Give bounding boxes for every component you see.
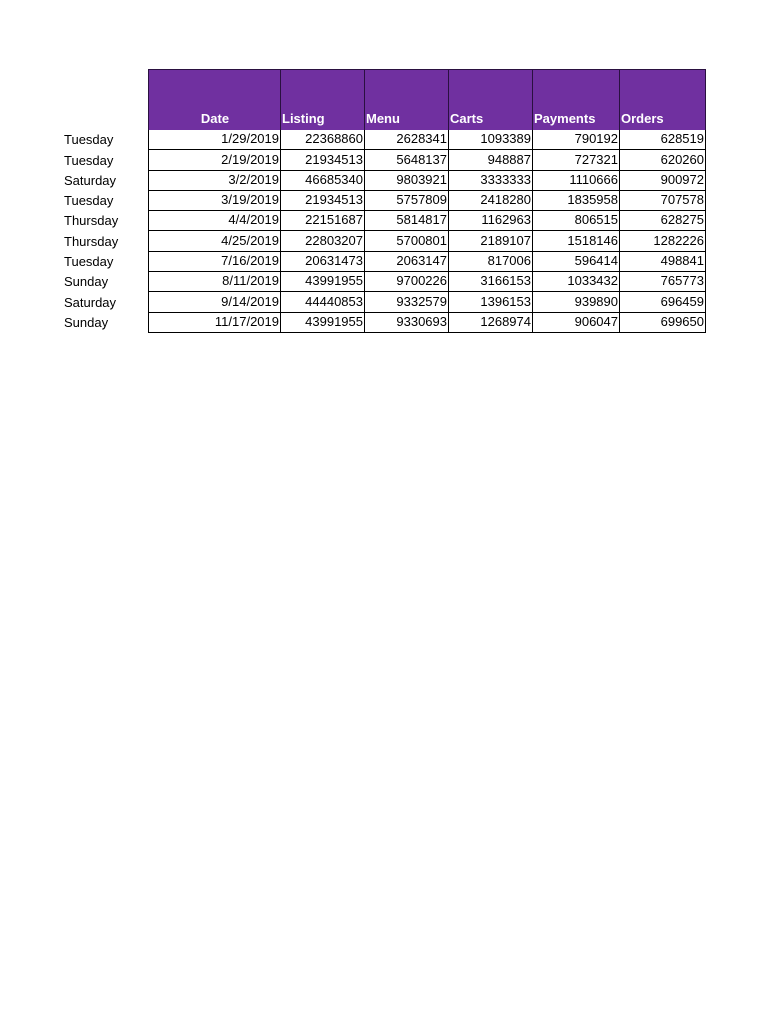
listing-cell: 20631473: [281, 252, 365, 272]
day-cell: Tuesday: [64, 152, 114, 168]
listing-cell: 43991955: [281, 272, 365, 292]
day-cell: Sunday: [64, 274, 109, 290]
carts-cell: 2189107: [449, 231, 533, 251]
listing-cell: 46685340: [281, 171, 365, 191]
orders-cell: 765773: [620, 272, 706, 292]
carts-cell: 1268974: [449, 313, 533, 333]
carts-cell: 2418280: [449, 191, 533, 211]
orders-cell: 707578: [620, 191, 706, 211]
day-cell: Saturday: [64, 172, 117, 188]
payments-cell: 596414: [533, 252, 620, 272]
carts-cell: 1093389: [449, 130, 533, 150]
orders-cell: 699650: [620, 313, 706, 333]
listing-cell: 21934513: [281, 191, 365, 211]
payments-cell: 790192: [533, 130, 620, 150]
table-row: [60, 211, 706, 231]
day-cell: Thursday: [64, 213, 119, 229]
menu-cell: 5648137: [365, 150, 449, 170]
day-cell: Thursday: [64, 233, 119, 249]
date-cell: 4/4/2019: [148, 211, 281, 231]
day-cell: Tuesday: [64, 254, 114, 270]
orders-cell: 498841: [620, 252, 706, 272]
payments-cell: 727321: [533, 150, 620, 170]
header-payments: Payments: [533, 69, 620, 130]
listing-cell: 21934513: [281, 150, 365, 170]
header-orders: Orders: [620, 69, 706, 130]
orders-cell: 628519: [620, 130, 706, 150]
carts-cell: 3166153: [449, 272, 533, 292]
menu-cell: 5757809: [365, 191, 449, 211]
menu-cell: 5814817: [365, 211, 449, 231]
date-cell: 11/17/2019: [148, 313, 281, 333]
payments-cell: 1518146: [533, 231, 620, 251]
date-cell: 2/19/2019: [148, 150, 281, 170]
table-row: [60, 313, 706, 333]
table-header-row: [60, 69, 706, 130]
menu-cell: 2063147: [365, 252, 449, 272]
menu-cell: 2628341: [365, 130, 449, 150]
menu-cell: 9332579: [365, 292, 449, 312]
day-cell: Tuesday: [64, 193, 114, 209]
table-row: [60, 272, 706, 292]
header-carts: Carts: [449, 69, 533, 130]
listing-cell: 43991955: [281, 313, 365, 333]
payments-cell: 1835958: [533, 191, 620, 211]
date-cell: 4/25/2019: [148, 231, 281, 251]
date-cell: 9/14/2019: [148, 292, 281, 312]
menu-cell: 9330693: [365, 313, 449, 333]
menu-cell: 5700801: [365, 231, 449, 251]
header-menu: Menu: [365, 69, 449, 130]
table-body: [60, 130, 706, 333]
date-cell: 3/2/2019: [148, 171, 281, 191]
orders-cell: 628275: [620, 211, 706, 231]
date-cell: 1/29/2019: [148, 130, 281, 150]
header-date: Date: [148, 69, 281, 130]
menu-cell: 9700226: [365, 272, 449, 292]
payments-cell: 1110666: [533, 171, 620, 191]
payments-cell: 806515: [533, 211, 620, 231]
payments-cell: 939890: [533, 292, 620, 312]
orders-cell: 1282226: [620, 231, 706, 251]
carts-cell: 3333333: [449, 171, 533, 191]
orders-cell: 696459: [620, 292, 706, 312]
carts-cell: 1162963: [449, 211, 533, 231]
header-listing: Listing: [281, 69, 365, 130]
day-cell: Sunday: [64, 314, 109, 330]
carts-cell: 1396153: [449, 292, 533, 312]
carts-cell: 817006: [449, 252, 533, 272]
payments-cell: 1033432: [533, 272, 620, 292]
table-row: [60, 191, 706, 211]
table-row: [60, 292, 706, 312]
table-row: [60, 252, 706, 272]
day-cell: Tuesday: [64, 132, 114, 148]
date-cell: 8/11/2019: [148, 272, 281, 292]
date-cell: 3/19/2019: [148, 191, 281, 211]
table-row: [60, 171, 706, 191]
carts-cell: 948887: [449, 150, 533, 170]
day-cell: Saturday: [64, 294, 117, 310]
data-table: [60, 69, 706, 333]
payments-cell: 906047: [533, 313, 620, 333]
menu-cell: 9803921: [365, 171, 449, 191]
listing-cell: 44440853: [281, 292, 365, 312]
listing-cell: 22368860: [281, 130, 365, 150]
table-row: [60, 150, 706, 170]
orders-cell: 900972: [620, 171, 706, 191]
listing-cell: 22151687: [281, 211, 365, 231]
date-cell: 7/16/2019: [148, 252, 281, 272]
listing-cell: 22803207: [281, 231, 365, 251]
header-day-cell: [60, 69, 148, 130]
table-row: [60, 130, 706, 150]
table-row: [60, 231, 706, 251]
orders-cell: 620260: [620, 150, 706, 170]
